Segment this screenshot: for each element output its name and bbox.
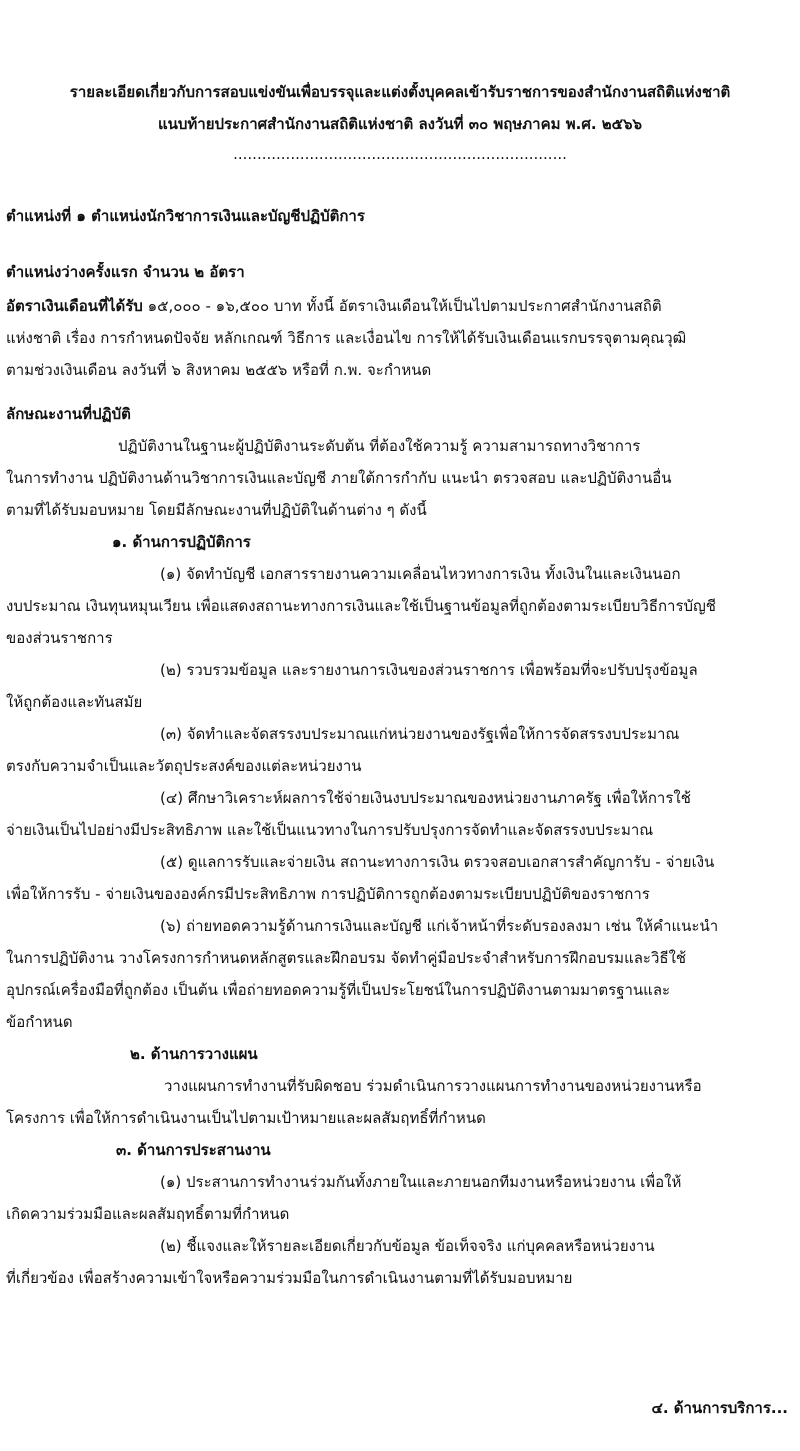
- s2-line2: โครงการ เพื่อให้การดำเนินงานเป็นไปตามเป้าหมายและผลสัมฤทธิ์ที่กำหนด: [6, 1109, 486, 1127]
- doc-title-line1: รายละเอียดเกี่ยวกับการสอบแข่งขันเพื่อบรรจุและแต่งตั้งบุคคลเข้ารับราชการของสำนักงานสถิติแห่งชาติ: [69, 83, 731, 101]
- s1-item3-line1: (๓) จัดทำและจัดสรรงบประมาณแก่หน่วยงานของรัฐเพื่อให้การจัดสรรงบประมาณ: [160, 725, 680, 743]
- s1-item1-line1: (๑) จัดทำบัญชี เอกสารรายงานความเคลื่อนไหวทางการเงิน ทั้งเงินในและเงินนอก: [160, 565, 681, 583]
- salary-line1: [0, 296, 800, 316]
- s1-item6-line2: ในการปฏิบัติงาน วางโครงการกำหนดหลักสูตรและฝึกอบรม จัดทำคู่มือประจำสำหรับการฝึกอบรมและวิธีใช้: [6, 949, 687, 967]
- s3-item1-line1: (๑) ประสานการทำงานร่วมกันทั้งภายในและภายนอกทีมงานหรือหน่วยงาน เพื่อให้: [160, 1173, 682, 1191]
- continuation-note: ๔. ด้านการบริการ...: [651, 1399, 788, 1417]
- section-2-heading: ๒. ด้านการวางแผน: [130, 1045, 258, 1063]
- s1-item4-line1: (๔) ศึกษาวิเคราะห์ผลการใช้จ่ายเงินงบประมาณของหน่วยงานภาครัฐ เพื่อให้การใช้: [160, 789, 691, 807]
- s1-item6-line4: ข้อกำหนด: [6, 1013, 73, 1031]
- duties-intro-line1: ปฏิบัติงานในฐานะผู้ปฏิบัติงานระดับต้น ที่ต้องใช้ความรู้ ความสามารถทางวิชาการ: [118, 437, 641, 455]
- s3-item2-line1: (๒) ชี้แจงและให้รายละเอียดเกี่ยวกับข้อมูล ข้อเท็จจริง แก่บุคคลหรือหน่วยงาน: [160, 1237, 655, 1255]
- salary-text: ๑๕,๐๐๐ - ๑๖,๕๐๐ บาท ทั้งนี้ อัตราเงินเดือนให้เป็นไปตามประกาศสำนักงานสถิติ: [147, 297, 662, 315]
- s1-item5-line2: เพื่อให้การรับ - จ่ายเงินขององค์กรมีประสิทธิภาพ การปฏิบัติการถูกต้องตามระเบียบปฏิบัติของราชการ: [6, 885, 650, 903]
- s1-item3-line2: ตรงกับความจำเป็นและวัตถุประสงค์ของแต่ละหน่วยงาน: [6, 757, 362, 775]
- s2-line1: วางแผนการทำงานที่รับผิดชอบ ร่วมดำเนินการวางแผนการทำงานของหน่วยงานหรือ: [164, 1077, 702, 1095]
- s3-item2-line2: ที่เกี่ยวข้อง เพื่อสร้างความเข้าใจหรือความร่วมมือในการดำเนินงานตามที่ได้รับมอบหมาย: [6, 1269, 573, 1287]
- duties-intro-line2: ในการทำงาน ปฏิบัติงานด้านวิชาการเงินและบัญชี ภายใต้การกำกับ แนะนำ ตรวจสอบ และปฏิบัติงานอื่น: [6, 469, 672, 487]
- s1-item4-line2: จ่ายเงินเป็นไปอย่างมีประสิทธิภาพ และใช้เป็นแนวทางในการปรับปรุงการจัดทำและจัดสรรงบประมาณ: [6, 821, 654, 839]
- doc-title-line2: แนบท้ายประกาศสำนักงานสถิติแห่งชาติ ลงวันที่ ๓๐ พฤษภาคม พ.ศ. ๒๕๖๖: [157, 115, 643, 133]
- s1-item1-line3: ของส่วนราชการ: [6, 629, 113, 647]
- s3-item1-line2: เกิดความร่วมมือและผลสัมฤทธิ์ตามที่กำหนด: [6, 1205, 290, 1223]
- salary-line3: ตามช่วงเงินเดือน ลงวันที่ ๖ สิงหาคม ๒๕๕๖ หรือที่ ก.พ. จะกำหนด: [6, 361, 432, 379]
- s1-item5-line1: (๕) ดูแลการรับและจ่ายเงิน สถานะทางการเงิน ตรวจสอบเอกสารสำคัญการับ - จ่ายเงิน: [160, 853, 715, 871]
- duties-heading: ลักษณะงานที่ปฏิบัติ: [6, 405, 131, 423]
- salary-label: อัตราเงินเดือนที่ได้รับ: [6, 297, 143, 315]
- s1-item1-line2: งบประมาณ เงินทุนหมุนเวียน เพื่อแสดงสถานะทางการเงินและใช้เป็นฐานข้อมูลที่ถูกต้องตามระเบียบวิธีการบัญชี: [6, 597, 716, 615]
- s1-item6-line1: (๖) ถ่ายทอดความรู้ด้านการเงินและบัญชี แก่เจ้าหน้าที่ระดับรองลงมา เช่น ให้คำแนะนำ: [160, 917, 719, 935]
- vacancy-count: ตำแหน่งว่างครั้งแรก จำนวน ๒ อัตรา: [6, 263, 245, 281]
- salary-line2: แห่งชาติ เรื่อง การกำหนดปัจจัย หลักเกณฑ์ วิธีการ และเงื่อนไข การให้ได้รับเงินเดือนแรกบรรจุตามคุณวุฒิ: [6, 329, 687, 347]
- s1-item2-line1: (๒) รวบรวมข้อมูล และรายงานการเงินของส่วนราชการ เพื่อพร้อมที่จะปรับปรุงข้อมูล: [160, 661, 698, 679]
- duties-intro-line3: ตามที่ได้รับมอบหมาย โดยมีลักษณะงานที่ปฏิบัติในด้านต่าง ๆ ดังนี้: [6, 501, 427, 519]
- position-title: ตำแหน่งที่ ๑ ตำแหน่งนักวิชาการเงินและบัญชีปฏิบัติการ: [6, 207, 365, 225]
- s1-item2-line2: ให้ถูกต้องและทันสมัย: [6, 693, 143, 711]
- section-1-heading: ๑. ด้านการปฏิบัติการ: [112, 533, 251, 551]
- section-3-heading: ๓. ด้านการประสานงาน: [116, 1141, 271, 1159]
- s1-item6-line3: อุปกรณ์เครื่องมือที่ถูกต้อง เป็นต้น เพื่อถ่ายทอดความรู้ที่เป็นประโยชน์ในการปฏิบัติงานตามมาตรฐานและ: [6, 981, 671, 999]
- title-separator: ......................................................................: [233, 145, 567, 163]
